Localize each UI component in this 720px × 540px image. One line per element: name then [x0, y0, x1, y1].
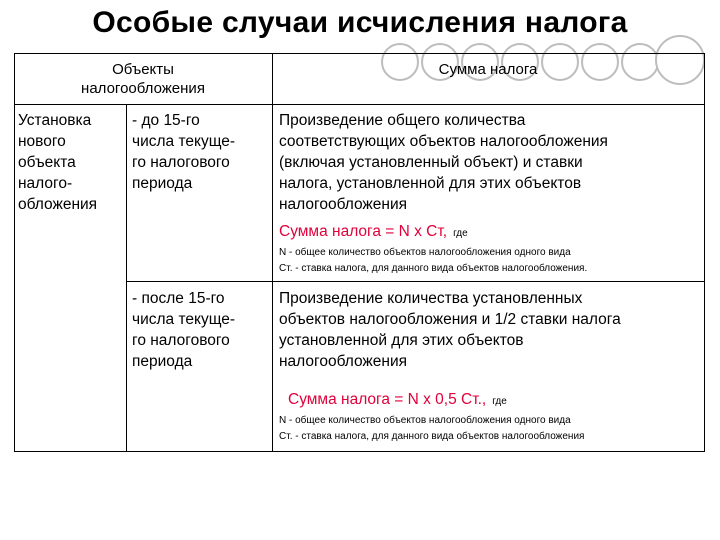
header-tax-amount: Сумма налога [438, 61, 538, 78]
description-after-15: Произведение количества установленных объектов налогообложения и 1/2 ставки налога установленной для этих объектов налогообложения [279, 290, 621, 370]
notes-before-15: N - общее количество объектов налогообложения одного вида Ст. - ставка налога, для данного вида объектов налогообложения. [279, 247, 588, 274]
row-label: Установка нового объекта налого- обложения [18, 112, 98, 213]
period-after-15: - после 15-го числа текуще- го налогового периода [132, 290, 236, 370]
notes-after-15: N - общее количество объектов налогообложения одного вида Ст. - ставка налога, для данного вида объектов налогообложения [279, 415, 585, 442]
description-before-15: Произведение общего количества соответствующих объектов налогообложения (включая установленный объект) и ставки налога, установленной для этих объектов налогообложения [279, 112, 608, 213]
header-objects-line2: налогообложения [81, 80, 205, 97]
header-objects [14, 60, 272, 98]
formula-suffix: где [453, 228, 468, 239]
formula-text: Сумма налога = N х Ст, [279, 223, 448, 240]
page-title: Особые случаи исчисления налога [92, 6, 628, 39]
period-before-15: - до 15-го числа текуще- го налогового периода [132, 112, 236, 192]
formula-suffix: где [492, 396, 507, 407]
formula-after-15 [288, 390, 507, 412]
header-objects-line1: Объекты [112, 61, 174, 78]
formula-text: Сумма налога = N х 0,5 Ст., [288, 391, 487, 408]
formula-before-15 [279, 222, 468, 244]
